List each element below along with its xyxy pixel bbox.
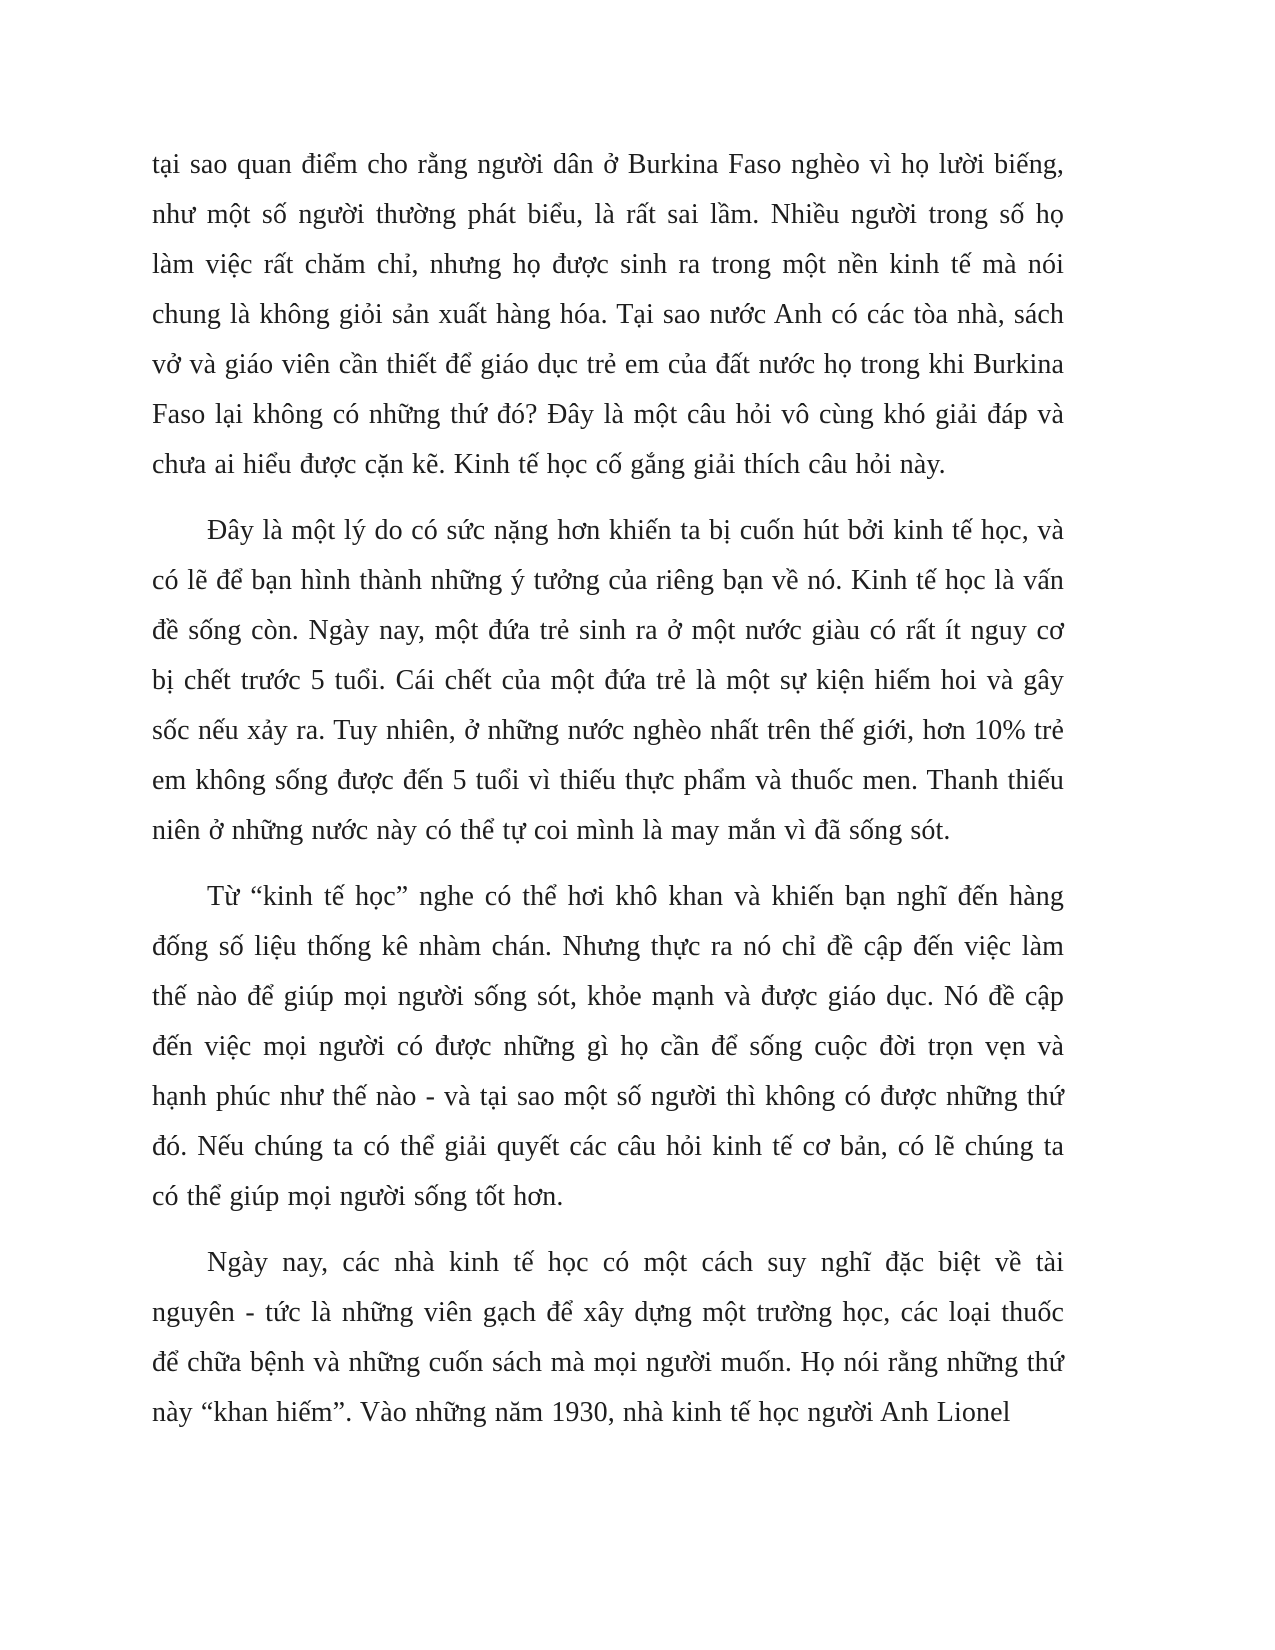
- paragraph: tại sao quan điểm cho rằng người dân ở Burkina Faso nghèo vì họ lười biếng, như một số người thường phát biểu, là rất sai lầm. Nhiều người trong số họ làm việc rất chăm chỉ, nhưng họ được sinh ra trong một nền kinh tế mà nói chung là không giỏi sản xuất hàng hóa. Tại sao nước Anh có các tòa nhà, sách vở và giáo viên cần thiết để giáo dục trẻ em của đất nước họ trong khi Burkina Faso lại không có những thứ đó? Đây là một câu hỏi vô cùng khó giải đáp và chưa ai hiểu được cặn kẽ. Kinh tế học cố gắng giải thích câu hỏi này.: [152, 149, 1064, 480]
- paragraph: Ngày nay, các nhà kinh tế học có một cách suy nghĩ đặc biệt về tài nguyên - tức là những viên gạch để xây dựng một trường học, các loại thuốc để chữa bệnh và những cuốn sách mà mọi người muốn. Họ nói rằng những thứ này “khan hiếm”. Vào những năm 1930, nhà kinh tế học người Anh Lionel: [152, 1247, 1064, 1428]
- paragraph: Đây là một lý do có sức nặng hơn khiến ta bị cuốn hút bởi kinh tế học, và có lẽ để bạn hình thành những ý tưởng của riêng bạn về nó. Kinh tế học là vấn đề sống còn. Ngày nay, một đứa trẻ sinh ra ở một nước giàu có rất ít nguy cơ bị chết trước 5 tuổi. Cái chết của một đứa trẻ là một sự kiện hiếm hoi và gây sốc nếu xảy ra. Tuy nhiên, ở những nước nghèo nhất trên thế giới, hơn 10% trẻ em không sống được đến 5 tuổi vì thiếu thực phẩm và thuốc men. Thanh thiếu niên ở những nước này có thể tự coi mình là may mắn vì đã sống sót.: [152, 515, 1064, 846]
- paragraph: Từ “kinh tế học” nghe có thể hơi khô khan và khiến bạn nghĩ đến hàng đống số liệu thống kê nhàm chán. Nhưng thực ra nó chỉ đề cập đến việc làm thế nào để giúp mọi người sống sót, khỏe mạnh và được giáo dục. Nó đề cập đến việc mọi người có được những gì họ cần để sống cuộc đời trọn vẹn và hạnh phúc như thế nào - và tại sao một số người thì không có được những thứ đó. Nếu chúng ta có thể giải quyết các câu hỏi kinh tế cơ bản, có lẽ chúng ta có thể giúp mọi người sống tốt hơn.: [152, 881, 1064, 1212]
- page-text-block: [152, 140, 1064, 1454]
